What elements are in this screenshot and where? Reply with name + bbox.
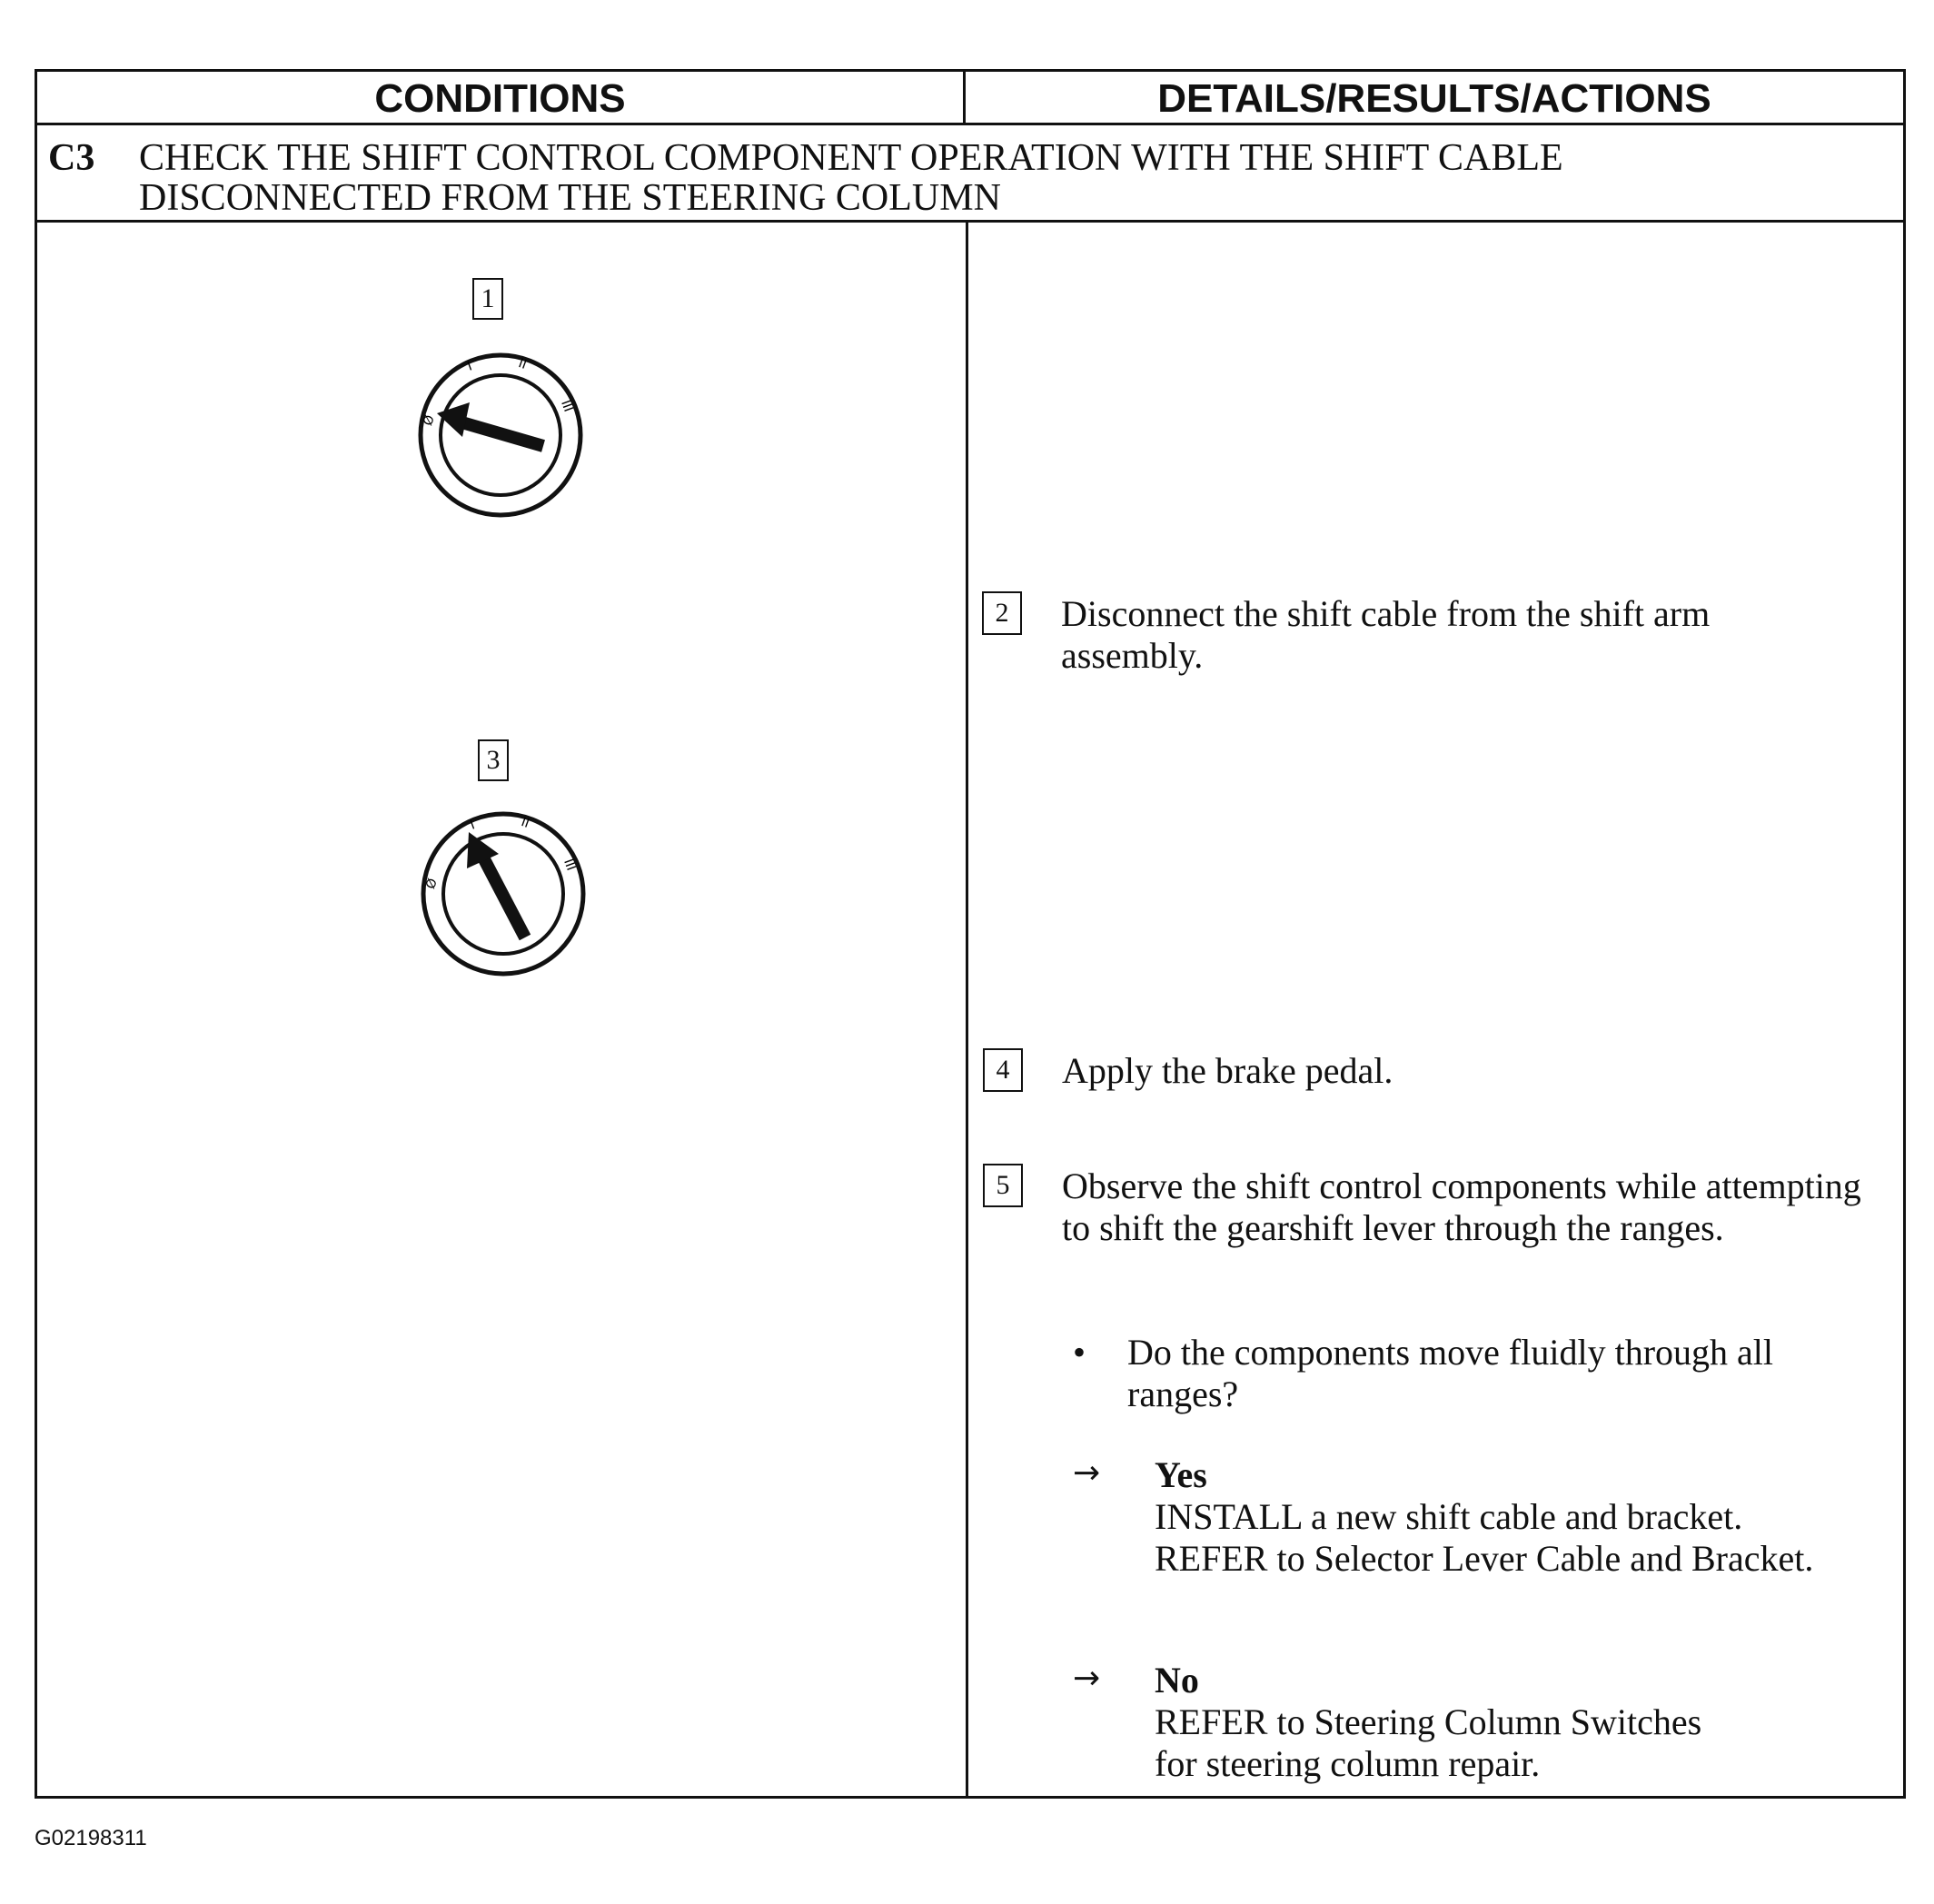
figure-callout-3: 3	[478, 739, 509, 781]
action-text: Observe the shift control components while attempting to shift the gearshift lever through the ranges.	[1062, 1165, 1861, 1248]
conditions-header: CONDITIONS	[37, 72, 966, 125]
dial-mark-3: III	[558, 398, 576, 414]
diagnostic-table	[35, 69, 1906, 1799]
action-number: 5	[983, 1164, 1023, 1207]
answer-line: REFER to Steering Column Switches	[1155, 1701, 1702, 1742]
figure-callout-1: 1	[472, 278, 503, 320]
action-text: Apply the brake pedal.	[1062, 1050, 1393, 1091]
action-number: 4	[983, 1048, 1023, 1092]
dial-mark-2: II	[519, 815, 531, 831]
figure-id: G02198311	[35, 1826, 147, 1850]
answer-line: REFER to Selector Lever Cable and Bracket.	[1155, 1538, 1814, 1579]
dial-mark-off: Ø	[421, 412, 438, 428]
action-number: 2	[982, 591, 1022, 635]
ignition-dial-icon	[412, 803, 594, 985]
step-id: C3	[48, 137, 95, 179]
dial-mark-off: Ø	[423, 876, 441, 891]
dial-mark-2: II	[516, 356, 529, 372]
bullet-icon: •	[1073, 1332, 1086, 1373]
arrow-right-icon: →	[1073, 1454, 1101, 1492]
answer-line: INSTALL a new shift cable and bracket.	[1155, 1496, 1743, 1537]
step-row	[37, 125, 1903, 223]
answer-label: Yes	[1155, 1454, 1207, 1495]
details-header: DETAILS/RESULTS/ACTIONS	[966, 72, 1903, 125]
answer-line: for steering column repair.	[1155, 1743, 1541, 1784]
answer-no	[1155, 1660, 1899, 1785]
dial-mark-1: I	[465, 359, 474, 374]
answer-yes	[1155, 1454, 1899, 1580]
arrow-right-icon: →	[1073, 1660, 1101, 1697]
step-title: CHECK THE SHIFT CONTROL COMPONENT OPERATION WITH THE SHIFT CABLE DISCONNECTED FROM THE STEERING COLUMN	[139, 137, 1563, 219]
action-text: Disconnect the shift cable from the shift arm assembly.	[1061, 593, 1711, 676]
ignition-dial-icon	[410, 344, 591, 526]
dial-mark-3: III	[560, 857, 579, 873]
dial-mark-1: I	[468, 818, 477, 833]
answer-label: No	[1155, 1660, 1199, 1701]
question-text: Do the components move fluidly through all ranges?	[1127, 1332, 1773, 1414]
column-divider	[966, 223, 968, 1796]
